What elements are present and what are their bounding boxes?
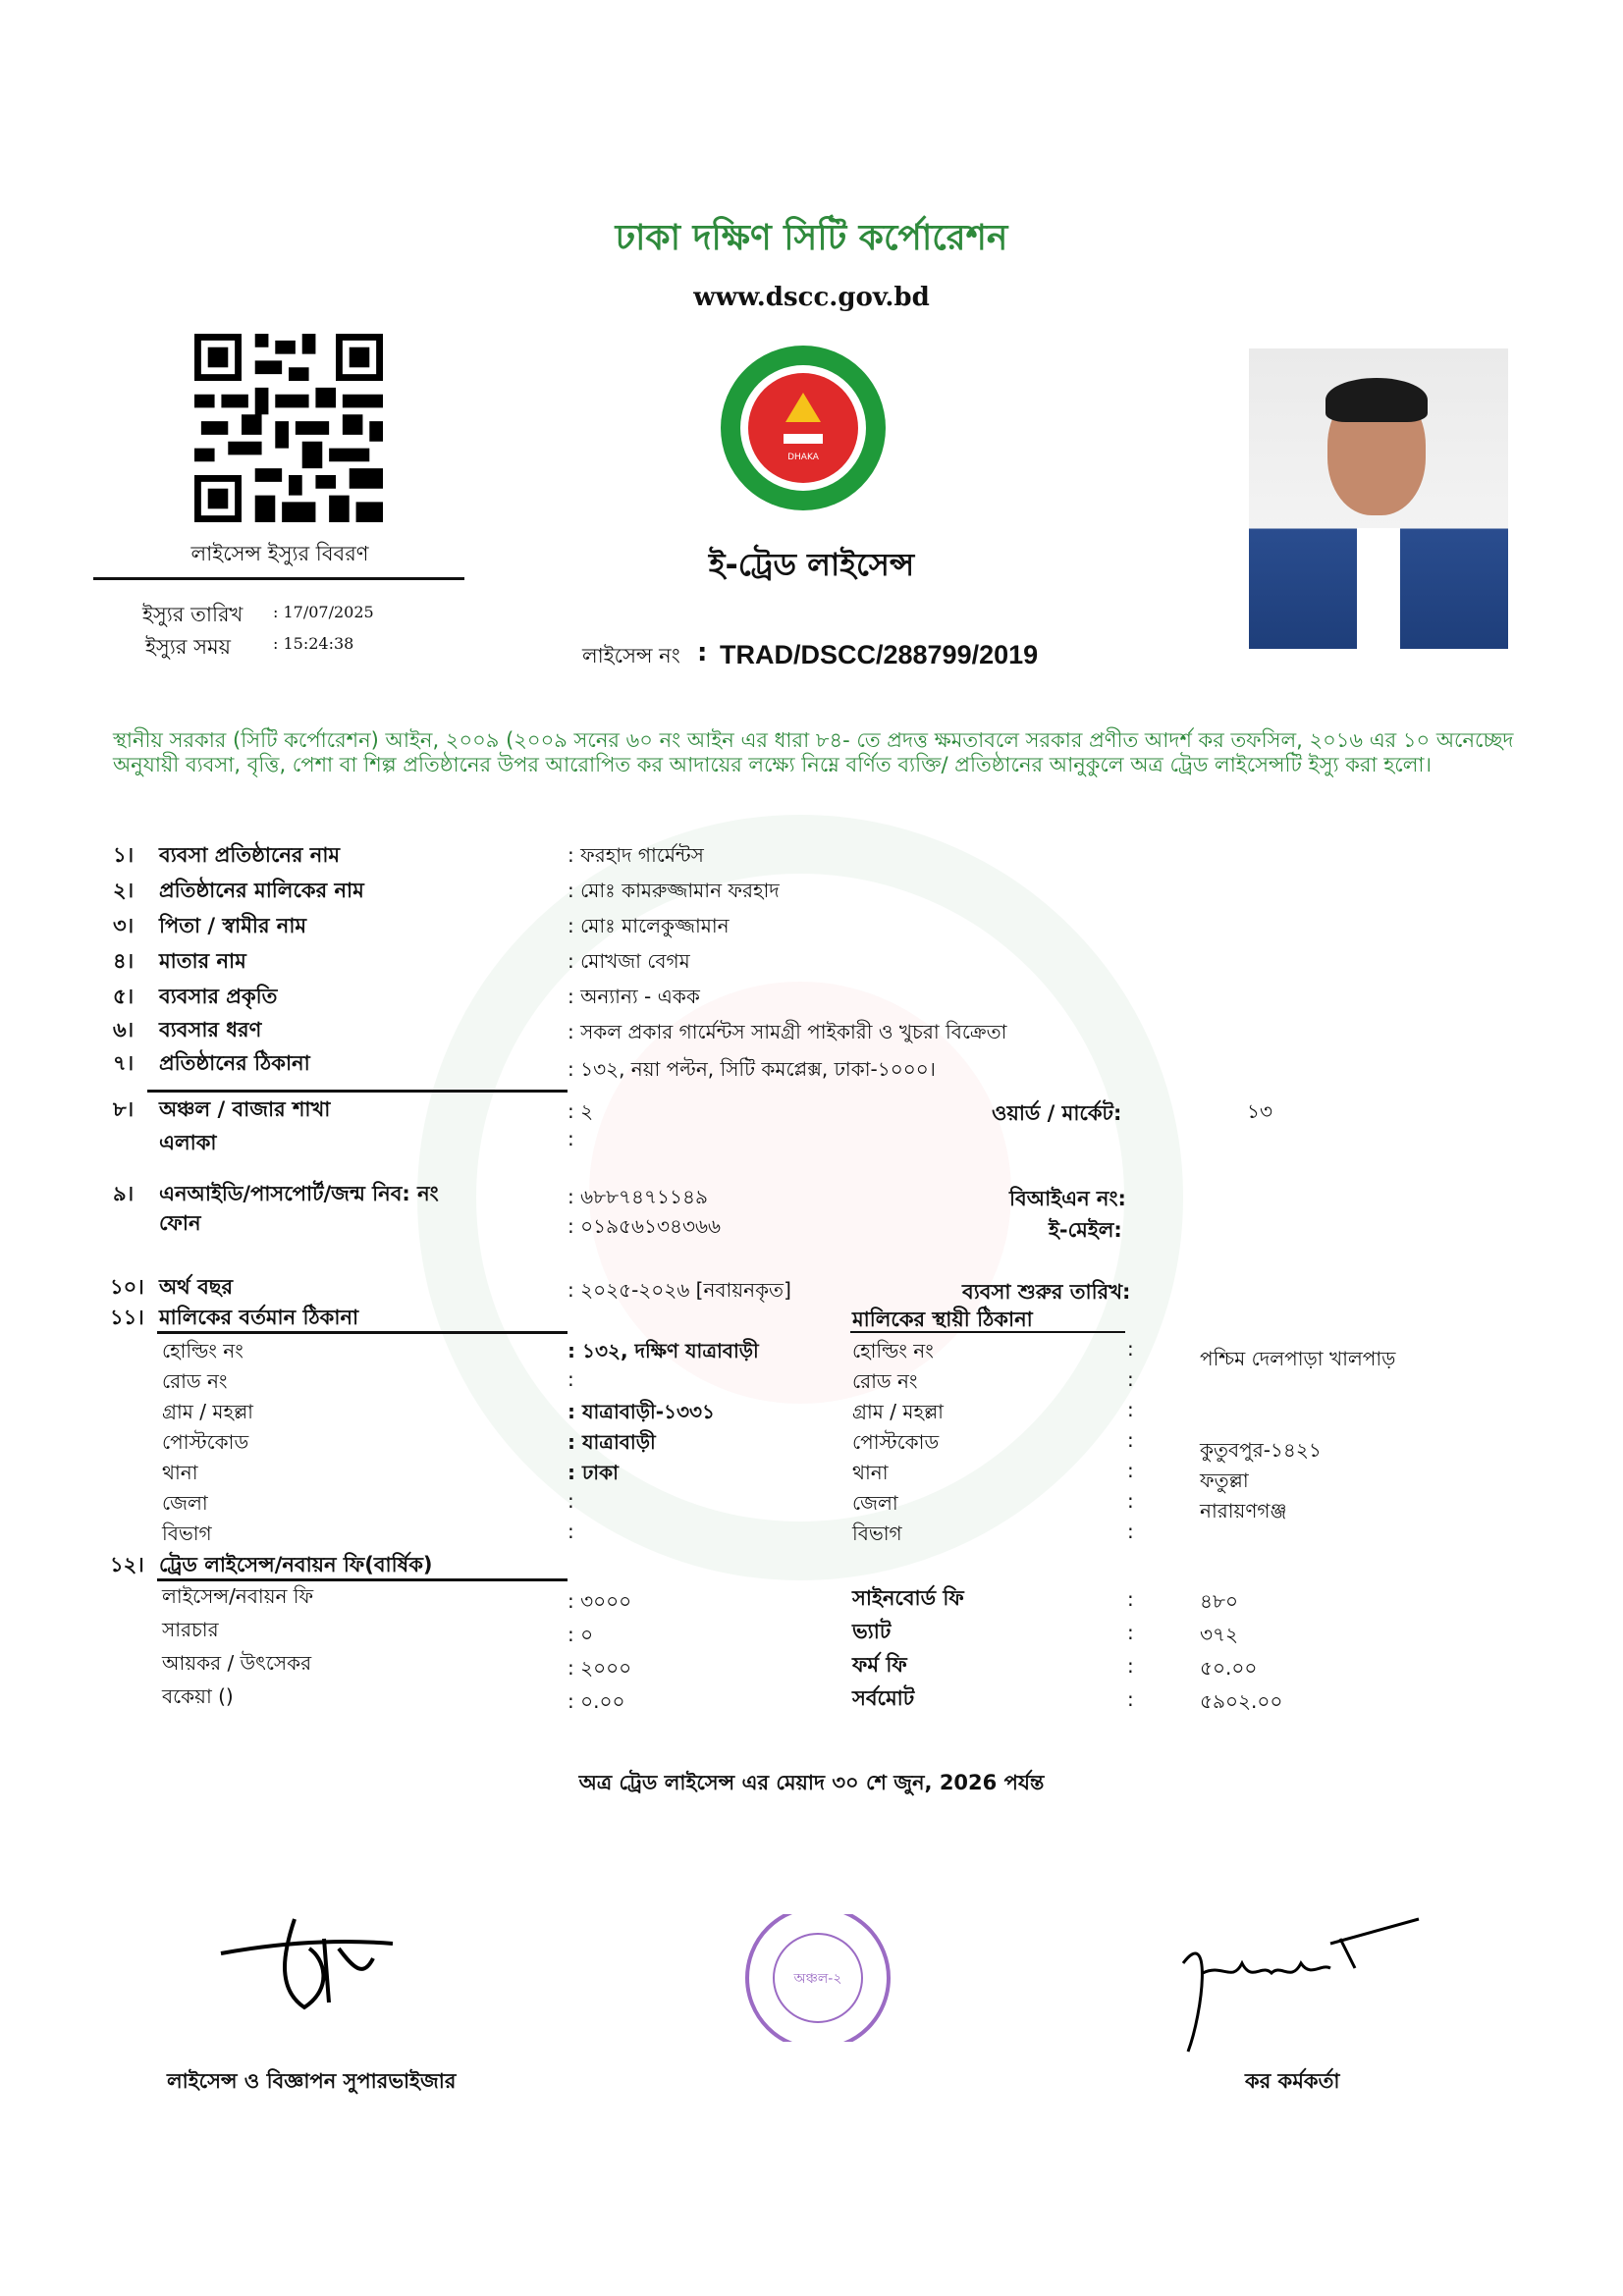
- row-num: ৩।: [113, 914, 135, 937]
- fee-value: ৫৯০২.০০: [1200, 1689, 1283, 1713]
- row-label: পিতা / স্বামীর নাম: [159, 914, 307, 937]
- present-address-value: : যাত্রাবাড়ী-১৩৩১: [568, 1400, 715, 1423]
- fee-value: : ২০০০: [568, 1656, 632, 1680]
- present-address-value: : ১৩২, দক্ষিণ যাত্রাবাড়ী: [568, 1339, 759, 1362]
- fee-label: সাইনবোর্ড ফি: [852, 1586, 964, 1610]
- officer-signature-icon: [1173, 1904, 1429, 2061]
- row-label: ব্যবসার ধরণ: [159, 1018, 262, 1041]
- doc-title: ই-ট্রেড লাইসেন্স: [708, 546, 915, 583]
- owner-photo: [1249, 348, 1508, 649]
- permanent-address-label: মালিকের স্থায়ী ঠিকানা: [852, 1308, 1033, 1331]
- area-value: :: [568, 1127, 574, 1150]
- seal-text: অঞ্চল-২: [793, 1971, 842, 1987]
- fee-label: আয়কর / উৎসেকর: [162, 1651, 312, 1675]
- issue-date: : 17/07/2025: [273, 603, 374, 621]
- row-label: প্রতিষ্ঠানের ঠিকানা: [159, 1051, 310, 1075]
- present-address-value: :: [568, 1367, 574, 1391]
- fiscal-label: অর্থ বছর: [159, 1275, 234, 1299]
- supervisor-signature-icon: [216, 1909, 403, 2017]
- row-value: : মোঃ মালেকুজ্জামান: [568, 914, 730, 937]
- ward-label: ওয়ার্ড / মার্কেট:: [992, 1101, 1122, 1125]
- zone-value: : ২: [568, 1099, 594, 1123]
- website: www.dscc.gov.bd: [693, 283, 930, 312]
- address-field-label: বিভাগ: [162, 1522, 212, 1545]
- fee-label: সারচার: [162, 1618, 219, 1641]
- fee-value: ৩৭২: [1200, 1623, 1239, 1646]
- row-value: : মোখজা বেগম: [568, 949, 690, 973]
- permanent-field-label: পোস্টকোড: [852, 1430, 940, 1454]
- fiscal-num: ১০।: [110, 1275, 144, 1299]
- divider: [157, 1578, 568, 1581]
- fee-label: সর্বমোট: [852, 1686, 915, 1710]
- permanent-field-label: হোল্ডিং নং: [852, 1339, 934, 1362]
- zone-num: ৮।: [113, 1097, 135, 1121]
- row-value: : ১৩২, নয়া পল্টন, সিটি কমপ্লেক্স, ঢাকা-১০০০।: [568, 1057, 936, 1081]
- present-address-value: : যাত্রাবাড়ী: [568, 1430, 656, 1454]
- nid-num: ৯।: [113, 1182, 135, 1205]
- fee-value: : ০.০০: [568, 1689, 625, 1713]
- fee-label: লাইসেন্স/নবায়ন ফি: [162, 1584, 314, 1608]
- license-number: TRAD/DSCC/288799/2019: [720, 640, 1039, 669]
- colon: :: [1127, 1337, 1134, 1361]
- license-sep: :: [697, 638, 708, 667]
- present-address-value: : ঢাকা: [568, 1461, 619, 1484]
- divider: [147, 1090, 568, 1093]
- row-label: প্রতিষ্ঠানের মালিকের নাম: [159, 879, 364, 902]
- colon: :: [1127, 1367, 1134, 1391]
- phone-label: ফোন: [159, 1211, 201, 1235]
- permanent-field-label: থানা: [852, 1461, 889, 1484]
- row-label: ব্যবসার প্রকৃতি: [159, 985, 278, 1008]
- permanent-address-value: ফতুল্লা: [1200, 1468, 1249, 1492]
- colon: :: [1127, 1520, 1134, 1543]
- colon: :: [1127, 1687, 1134, 1711]
- permanent-address-value: পশ্চিম দেলপাড়া খালপাড়: [1200, 1347, 1396, 1370]
- row-num: ১।: [113, 843, 135, 867]
- fees-label: ট্রেড লাইসেন্স/নবায়ন ফি(বার্ষিক): [159, 1553, 433, 1576]
- row-num: ৫।: [113, 985, 135, 1008]
- official-seal-icon: [738, 1914, 897, 2042]
- ward-value: ১৩: [1247, 1099, 1272, 1123]
- permanent-field-label: রোড নং: [852, 1369, 918, 1393]
- divider: [157, 1331, 568, 1334]
- address-field-label: হোল্ডিং নং: [162, 1339, 243, 1362]
- nid-value: : ৬৮৮৭৪৭১১৪৯: [568, 1185, 708, 1208]
- area-label: এলাকা: [159, 1131, 217, 1154]
- permanent-address-value: কুতুবপুর-১৪২১: [1200, 1438, 1322, 1462]
- fee-value: : ০: [568, 1623, 594, 1646]
- colon: :: [1127, 1621, 1134, 1644]
- row-num: ৪।: [113, 949, 135, 973]
- divider: [850, 1331, 1125, 1333]
- colon: :: [1127, 1398, 1134, 1421]
- colon: :: [1127, 1654, 1134, 1678]
- supervisor-title: লাইসেন্স ও বিজ্ঞাপন সুপারভাইজার: [167, 2069, 457, 2093]
- address-field-label: থানা: [162, 1461, 198, 1484]
- qr-code-icon: [192, 334, 385, 522]
- license-label: লাইসেন্স নং: [582, 644, 680, 667]
- issue-date-label: ইস্যুর তারিখ: [142, 603, 243, 626]
- email-label: ই-মেইল:: [1049, 1218, 1122, 1242]
- validity-note: অত্র ট্রেড লাইসেন্স এর মেয়াদ ৩০ শে জুন, 2026 পর্যন্ত: [578, 1771, 1045, 1794]
- permanent-field-label: জেলা: [852, 1491, 898, 1515]
- org-name: ঢাকা দক্ষিণ সিটি কর্পোরেশন: [615, 218, 1008, 258]
- issue-time: : 15:24:38: [273, 634, 354, 653]
- issue-heading: লাইসেন্স ইস্যুর বিবরণ: [190, 542, 369, 565]
- row-num: ৬।: [113, 1018, 135, 1041]
- fee-label: বকেয়া (): [162, 1684, 234, 1708]
- start-date-label: ব্যবসা শুরুর তারিখ:: [962, 1280, 1131, 1304]
- issue-time-label: ইস্যুর সময়: [145, 635, 232, 659]
- address-num: ১১।: [110, 1306, 144, 1329]
- row-value: : মোঃ কামরুজ্জামান ফরহাদ: [568, 879, 780, 902]
- address-field-label: পোস্টকোড: [162, 1430, 249, 1454]
- zone-label: অঞ্চল / বাজার শাখা: [159, 1097, 331, 1121]
- phone-value: : ০১৯৫৬১৩৪৩৬৬: [568, 1214, 722, 1238]
- row-value: : সকল প্রকার গার্মেন্টস সামগ্রী পাইকারী ও খুচরা বিক্রেতা: [568, 1020, 1007, 1043]
- permanent-field-label: বিভাগ: [852, 1522, 902, 1545]
- dscc-logo-icon: [719, 344, 888, 512]
- row-label: ব্যবসা প্রতিষ্ঠানের নাম: [159, 843, 341, 867]
- svg-text:DHAKA: DHAKA: [787, 453, 819, 462]
- fees-num: ১২।: [110, 1553, 144, 1576]
- fee-label: ফর্ম ফি: [852, 1653, 907, 1677]
- fee-value: : ৩০০০: [568, 1589, 632, 1613]
- present-address-label: মালিকের বর্তমান ঠিকানা: [159, 1306, 359, 1329]
- present-address-value: :: [568, 1489, 574, 1513]
- address-field-label: গ্রাম / মহল্লা: [162, 1400, 253, 1423]
- present-address-value: :: [568, 1520, 574, 1543]
- row-num: ২।: [113, 879, 135, 902]
- row-label: মাতার নাম: [159, 949, 246, 973]
- colon: :: [1127, 1428, 1134, 1452]
- colon: :: [1127, 1489, 1134, 1513]
- fiscal-value: : ২০২৫-২০২৬ [নবায়নকৃত]: [568, 1278, 791, 1302]
- colon: :: [1127, 1459, 1134, 1482]
- preamble: স্থানীয় সরকার (সিটি কর্পোরেশন) আইন, ২০০৯ (২০০৯ সনের ৬০ নং আইন এর ধারা ৮৪- তে প্রদত্ত ক্ষমতাবলে সরকার প্রণীত আদর্শ কর তফসিল, ২০১৬ এর ১০ অনেচ্ছেদ অনুযায়ী ব্যবসা, বৃত্তি, পেশা বা শিল্প প্রতিষ্ঠানের উপর আরোপিত কর আদায়ের লক্ষ্যে নিম্নে বর্ণিত ব্যক্তি/ প্রতিষ্ঠানের আনুকুলে অত্র ট্রেড লাইসেন্সটি ইস্যু করা হলো।: [113, 728, 1514, 776]
- row-num: ৭।: [113, 1051, 135, 1075]
- permanent-field-label: গ্রাম / মহল্লা: [852, 1400, 944, 1423]
- address-field-label: রোড নং: [162, 1369, 228, 1393]
- officer-title: কর কর্মকর্তা: [1245, 2069, 1340, 2093]
- fee-value: ৪৮০: [1200, 1589, 1238, 1613]
- row-value: : ফরহাদ গার্মেন্টস: [568, 843, 704, 867]
- permanent-address-value: নারায়ণগঞ্জ: [1200, 1499, 1287, 1522]
- row-value: : অন্যান্য - একক: [568, 985, 700, 1008]
- colon: :: [1127, 1587, 1134, 1611]
- fee-value: ৫০.০০: [1200, 1656, 1258, 1680]
- address-field-label: জেলা: [162, 1491, 208, 1515]
- nid-label: এনআইডি/পাসপোর্ট/জন্ম নিব: নং: [159, 1182, 439, 1205]
- bin-label: বিআইএন নং:: [1009, 1187, 1126, 1210]
- fee-label: ভ্যাট: [852, 1620, 892, 1643]
